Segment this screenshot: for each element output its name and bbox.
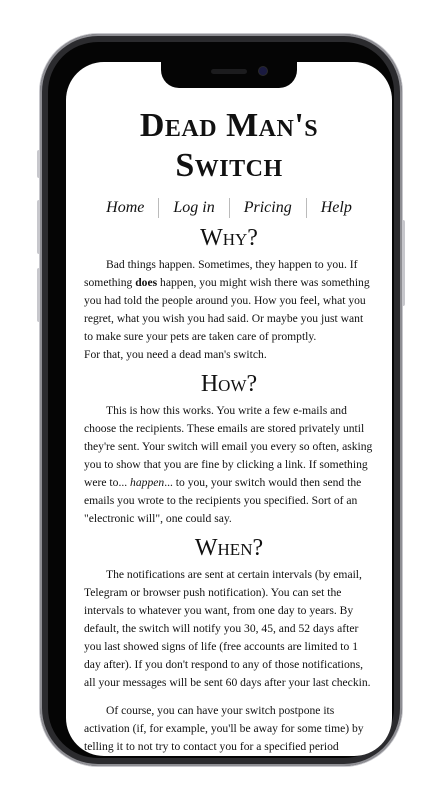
camera-icon — [259, 67, 267, 75]
page-content — [66, 62, 392, 756]
when-section — [84, 534, 374, 756]
how-text-start: This is how this works. You write a few e-mails and choose the recipients. These emails are stored privately until they're sent. Your switch will email you every so often, asking you to show that you are fine by clicking a link. If something were to... — [84, 404, 373, 489]
why-text-start: Bad things happen. Sometimes, they happen to you. If something — [84, 258, 358, 289]
phone-bezel — [48, 42, 394, 758]
phone-frame — [40, 34, 402, 766]
nav-login-link[interactable]: Log in — [173, 199, 215, 216]
nav-pricing-link[interactable]: Pricing — [243, 199, 292, 216]
notch — [161, 62, 297, 88]
how-heading: How? — [200, 371, 258, 397]
how-text-end: ... to you, your switch would then send the emails you wrote to the recipients you specified. Sort of an "electronic will", one could say. — [84, 476, 362, 525]
when-paragraph: The notifications are sent at certain intervals (by email, Telegram or browser push notification). You can set the intervals to whatever you want, from one day to years. By default, the switch will notify you 30, 45, and 52 days after you last showed signs of life (free accounts are limited to 1 day after). If you don't respond to any of those notifications, all your messages will be sent 60 days after your last checkin. — [84, 568, 371, 689]
when-heading: When? — [194, 535, 264, 561]
why-text-end: happen, you might wish there was something you had told the people around you. How you feel, what you regret, what you wish you had said. Or maybe you just want to make sure your pets are taken care of promptly. — [84, 276, 370, 343]
how-text-emphasis: happen — [130, 476, 165, 489]
nav-home-link[interactable]: Home — [106, 199, 145, 216]
how-paragraph — [84, 402, 374, 528]
phone-screen — [66, 62, 392, 756]
why-text-bold: does — [135, 276, 158, 289]
why-conclusion: For that, you need a dead man's switch. — [84, 348, 267, 361]
why-section — [84, 224, 374, 364]
nav-help-link[interactable]: Help — [320, 199, 352, 216]
when-paragraph-2: Of course, you can have your switch postpone its activation (if, for example, you'll be away for some time) by telling it to not try to contact you for a specified period — [84, 704, 364, 753]
main-nav — [84, 198, 374, 218]
why-paragraph — [84, 256, 374, 346]
why-heading: Why? — [200, 225, 258, 251]
site-title[interactable]: Dead Man's Switch — [139, 107, 319, 184]
how-section — [84, 370, 374, 528]
speaker-grille — [211, 69, 247, 74]
